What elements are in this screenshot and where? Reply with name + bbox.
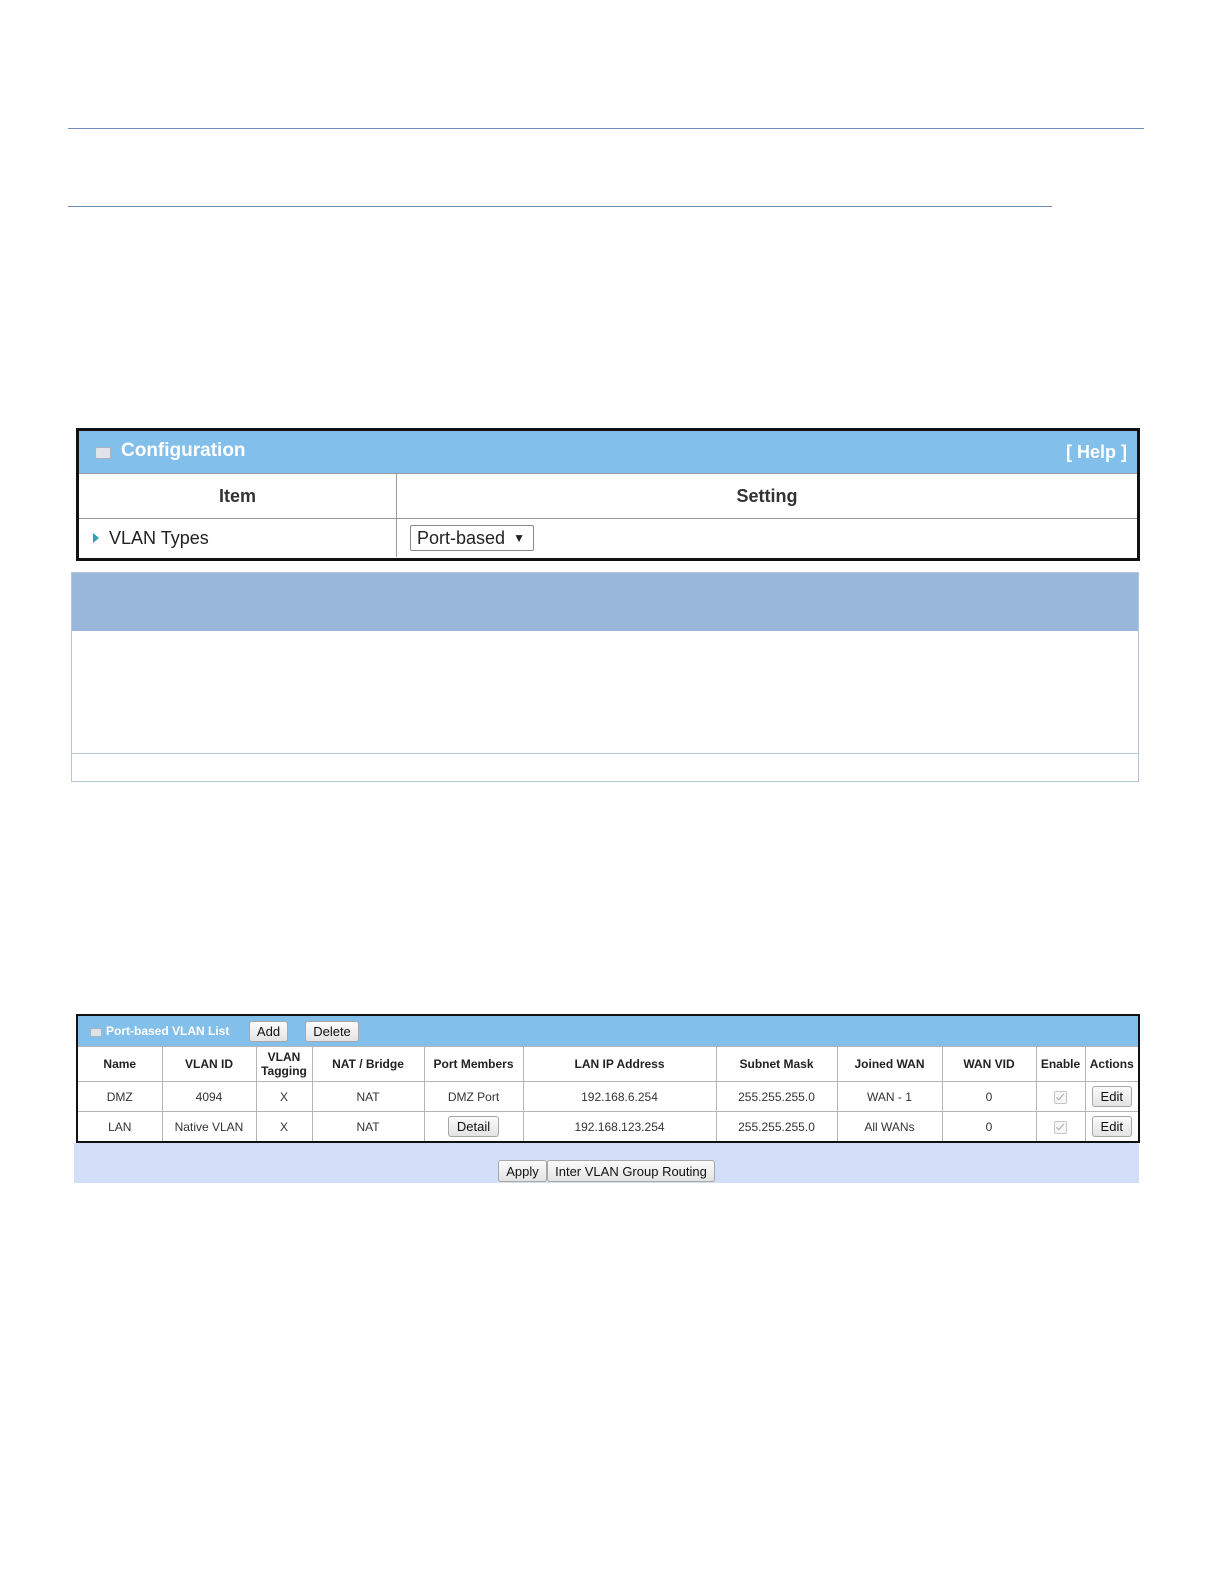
cell-tagging: X xyxy=(256,1112,312,1142)
apply-button[interactable]: Apply xyxy=(498,1160,547,1182)
column-header-vlan-id: VLAN ID xyxy=(162,1047,256,1082)
vlan-types-setting-cell xyxy=(397,519,1137,557)
blank-info-box xyxy=(71,572,1139,782)
cell-lan-ip: 192.168.6.254 xyxy=(523,1082,716,1112)
column-header-enable: Enable xyxy=(1036,1047,1085,1082)
detail-button[interactable]: Detail xyxy=(448,1116,499,1137)
cell-nat-bridge: NAT xyxy=(312,1082,424,1112)
column-header-lan-ip: LAN IP Address xyxy=(523,1047,716,1082)
enable-checkbox[interactable] xyxy=(1054,1121,1067,1134)
panel-icon xyxy=(90,1028,102,1037)
top-rule xyxy=(68,128,1144,129)
cell-lan-ip: 192.168.123.254 xyxy=(523,1112,716,1142)
inter-vlan-group-routing-button[interactable]: Inter VLAN Group Routing xyxy=(547,1160,715,1182)
vlan-list-header xyxy=(78,1016,1138,1046)
table-header-row xyxy=(78,1047,1138,1082)
vlan-tagging-line2: Tagging xyxy=(261,1064,307,1078)
chevron-down-icon: ▼ xyxy=(513,531,525,545)
vlan-types-label-cell xyxy=(79,519,397,557)
cell-wan-vid: 0 xyxy=(942,1082,1036,1112)
vlan-tagging-line1: VLAN xyxy=(267,1050,301,1064)
add-button[interactable]: Add xyxy=(249,1021,288,1042)
edit-button[interactable]: Edit xyxy=(1092,1116,1132,1137)
cell-port-members: DMZ Port xyxy=(424,1082,523,1112)
cell-enable xyxy=(1036,1082,1085,1112)
column-header-port-members: Port Members xyxy=(424,1047,523,1082)
action-bar xyxy=(74,1143,1139,1183)
vlan-list-table xyxy=(78,1046,1138,1141)
table-row xyxy=(78,1112,1138,1142)
cell-subnet-mask: 255.255.255.0 xyxy=(716,1082,837,1112)
cell-vlan-id: Native VLAN xyxy=(162,1112,256,1142)
column-header-joined-wan: Joined WAN xyxy=(837,1047,942,1082)
triangle-right-icon xyxy=(93,533,99,543)
cell-nat-bridge: NAT xyxy=(312,1112,424,1142)
column-header-setting: Setting xyxy=(736,485,798,506)
vlan-types-row xyxy=(79,518,1137,557)
column-header-vlan-tagging xyxy=(256,1047,312,1082)
configuration-panel xyxy=(76,428,1140,561)
column-header-wan-vid: WAN VID xyxy=(942,1047,1036,1082)
column-header-subnet-mask: Subnet Mask xyxy=(716,1047,837,1082)
panel-icon xyxy=(95,447,111,459)
cell-name: DMZ xyxy=(78,1082,162,1112)
column-header-name: Name xyxy=(78,1047,162,1082)
edit-button[interactable]: Edit xyxy=(1092,1086,1132,1107)
cell-subnet-mask: 255.255.255.0 xyxy=(716,1112,837,1142)
cell-actions xyxy=(1085,1082,1138,1112)
column-header-nat-bridge: NAT / Bridge xyxy=(312,1047,424,1082)
vlan-types-selected-value: Port-based xyxy=(417,527,506,548)
cell-name: LAN xyxy=(78,1112,162,1142)
blank-box-header xyxy=(72,573,1138,631)
enable-checkbox[interactable] xyxy=(1054,1091,1067,1104)
cell-joined-wan: All WANs xyxy=(837,1112,942,1142)
delete-button[interactable]: Delete xyxy=(305,1021,359,1042)
vlan-types-label: VLAN Types xyxy=(109,527,209,548)
configuration-title: Configuration xyxy=(121,440,246,461)
cell-enable xyxy=(1036,1112,1085,1142)
cell-vlan-id: 4094 xyxy=(162,1082,256,1112)
column-header-item: Item xyxy=(79,474,397,518)
column-header-actions: Actions xyxy=(1085,1047,1138,1082)
table-row xyxy=(78,1082,1138,1112)
configuration-column-headers xyxy=(79,473,1137,518)
cell-joined-wan: WAN - 1 xyxy=(837,1082,942,1112)
cell-wan-vid: 0 xyxy=(942,1112,1036,1142)
vlan-types-select[interactable] xyxy=(410,525,534,551)
configuration-header xyxy=(79,431,1137,473)
cell-actions xyxy=(1085,1112,1138,1142)
blank-box-divider xyxy=(72,753,1138,754)
cell-tagging: X xyxy=(256,1082,312,1112)
section-rule xyxy=(68,206,1052,207)
vlan-list-title: Port-based VLAN List xyxy=(106,1024,230,1038)
vlan-list-panel xyxy=(76,1014,1140,1143)
cell-port-members xyxy=(424,1112,523,1142)
help-link[interactable]: [ Help ] xyxy=(1066,442,1127,462)
